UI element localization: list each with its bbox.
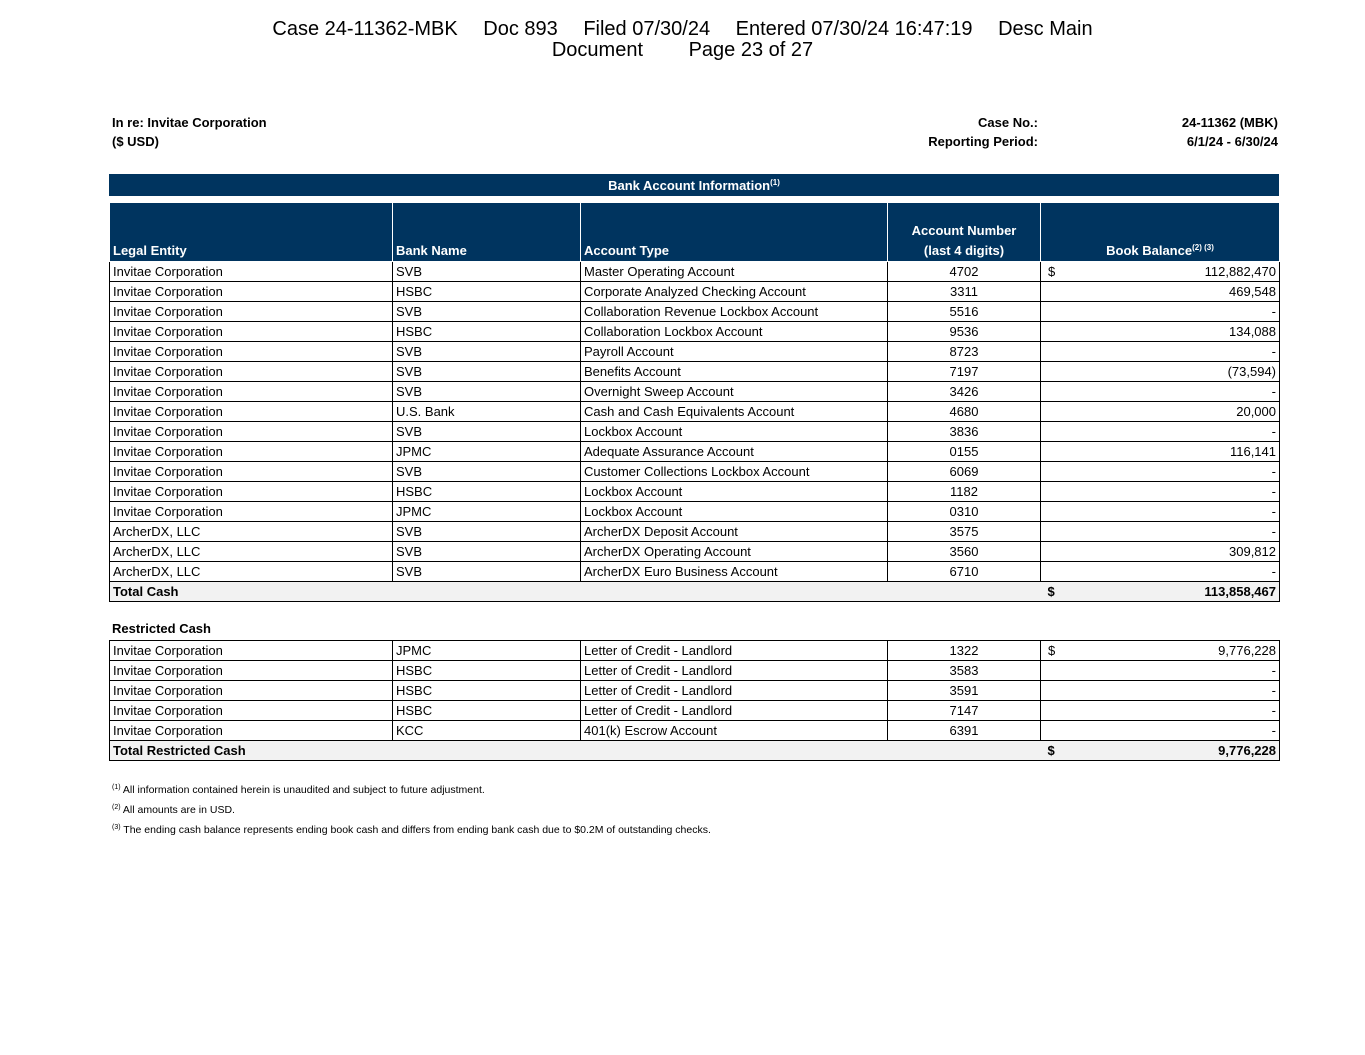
total-restricted-cash-value-cell: [1041, 741, 1280, 761]
case-no-label: Case No.:: [978, 115, 1038, 130]
cell-account-type: Letter of Credit - Landlord: [581, 681, 888, 701]
cell-account-type: Corporate Analyzed Checking Account: [581, 282, 888, 302]
cell-account-number: 3311: [888, 282, 1041, 302]
footnote-3: [112, 820, 711, 840]
cell-book-balance: [1041, 322, 1280, 342]
balance-value: 112,882,470: [1204, 264, 1276, 279]
cell-account-type: Collaboration Revenue Lockbox Account: [581, 302, 888, 322]
table-row: [110, 681, 1280, 701]
cell-book-balance: [1041, 701, 1280, 721]
cell-account-number: 3560: [888, 542, 1041, 562]
cell-account-type: Adequate Assurance Account: [581, 442, 888, 462]
cell-account-type: Collaboration Lockbox Account: [581, 322, 888, 342]
table-row: [110, 302, 1280, 322]
balance-value: 20,000: [1236, 404, 1276, 419]
cell-account-type: Overnight Sweep Account: [581, 382, 888, 402]
restricted-cash-table: [109, 640, 1280, 761]
cell-account-number: 3575: [888, 522, 1041, 542]
desc-main: Desc Main: [998, 18, 1093, 40]
cell-account-type: Payroll Account: [581, 342, 888, 362]
cell-bank-name: U.S. Bank: [393, 402, 581, 422]
banner-title: Bank Account Information: [608, 178, 771, 193]
court-header-line-1: [0, 19, 1365, 40]
restricted-body: [110, 641, 1280, 741]
table-row: [110, 402, 1280, 422]
balance-value: 134,088: [1229, 324, 1276, 339]
table-row: [110, 442, 1280, 462]
cell-legal-entity: Invitae Corporation: [110, 721, 393, 741]
col-book-balance-footnote-ref: (2) (3): [1192, 243, 1214, 252]
cell-bank-name: HSBC: [393, 701, 581, 721]
cell-legal-entity: Invitae Corporation: [110, 322, 393, 342]
balance-value: -: [1271, 464, 1276, 479]
cell-account-number: 6069: [888, 462, 1041, 482]
table-header-row: [110, 203, 1280, 262]
balance-value: -: [1271, 524, 1276, 539]
cell-bank-name: HSBC: [393, 661, 581, 681]
table-row: [110, 641, 1280, 661]
cell-bank-name: SVB: [393, 522, 581, 542]
cell-legal-entity: ArcherDX, LLC: [110, 522, 393, 542]
cell-account-number: 1322: [888, 641, 1041, 661]
table-row: [110, 701, 1280, 721]
balance-value: -: [1271, 344, 1276, 359]
cell-bank-name: SVB: [393, 262, 581, 282]
cell-book-balance: [1041, 542, 1280, 562]
table-row: [110, 661, 1280, 681]
in-re-label: In re: Invitae Corporation: [112, 115, 267, 130]
banner-footnote-ref: (1): [770, 178, 780, 187]
footnote-2: [112, 800, 711, 820]
table-row: [110, 322, 1280, 342]
table-row: [110, 462, 1280, 482]
cell-bank-name: HSBC: [393, 322, 581, 342]
table-row: [110, 382, 1280, 402]
case-no-value: 24-11362 (MBK): [1181, 115, 1278, 130]
cell-book-balance: [1041, 641, 1280, 661]
cell-account-type: ArcherDX Euro Business Account: [581, 562, 888, 582]
cell-legal-entity: Invitae Corporation: [110, 282, 393, 302]
cell-legal-entity: Invitae Corporation: [110, 442, 393, 462]
cell-bank-name: SVB: [393, 302, 581, 322]
cell-account-type: Benefits Account: [581, 362, 888, 382]
table-row: [110, 262, 1280, 282]
balance-value: -: [1271, 304, 1276, 319]
cell-book-balance: [1041, 282, 1280, 302]
total-cash-value: 113,858,467: [1204, 584, 1276, 599]
balance-value: 309,812: [1229, 544, 1276, 559]
meta-row-period: [112, 134, 1278, 153]
currency-label: ($ USD): [112, 134, 159, 149]
cell-account-number: 5516: [888, 302, 1041, 322]
table-row: [110, 502, 1280, 522]
cell-legal-entity: Invitae Corporation: [110, 402, 393, 422]
report-meta: [112, 115, 1278, 153]
cell-account-number: 6391: [888, 721, 1041, 741]
cell-bank-name: KCC: [393, 721, 581, 741]
case-number: Case 24-11362-MBK: [272, 18, 458, 40]
cell-bank-name: HSBC: [393, 282, 581, 302]
footnote-2-marker: (2): [112, 804, 121, 811]
cell-account-type: Lockbox Account: [581, 422, 888, 442]
cell-book-balance: [1041, 681, 1280, 701]
cell-legal-entity: Invitae Corporation: [110, 641, 393, 661]
cell-book-balance: [1041, 262, 1280, 282]
cell-bank-name: SVB: [393, 462, 581, 482]
court-filing-header: [0, 19, 1365, 61]
table-row: [110, 562, 1280, 582]
balance-currency: $: [1048, 264, 1056, 279]
total-cash-value-cell: [1041, 582, 1280, 602]
total-cash-currency: $: [1047, 584, 1055, 599]
total-restricted-cash-row: [110, 741, 1280, 761]
cell-account-number: 9536: [888, 322, 1041, 342]
cell-bank-name: SVB: [393, 382, 581, 402]
balance-value: -: [1271, 703, 1276, 718]
balance-currency: $: [1048, 643, 1056, 658]
col-bank-name: Bank Name: [393, 203, 581, 262]
balance-value: -: [1271, 663, 1276, 678]
balance-value: -: [1271, 484, 1276, 499]
cell-bank-name: JPMC: [393, 442, 581, 462]
footnote-1: [112, 780, 711, 800]
cell-legal-entity: Invitae Corporation: [110, 462, 393, 482]
cell-bank-name: SVB: [393, 542, 581, 562]
cell-legal-entity: Invitae Corporation: [110, 681, 393, 701]
table-row: [110, 522, 1280, 542]
cell-account-type: Master Operating Account: [581, 262, 888, 282]
cell-bank-name: JPMC: [393, 641, 581, 661]
cell-account-number: 7147: [888, 701, 1041, 721]
bank-accounts-table: [109, 202, 1280, 602]
cell-bank-name: HSBC: [393, 482, 581, 502]
balance-value: -: [1271, 564, 1276, 579]
cell-bank-name: SVB: [393, 342, 581, 362]
cell-book-balance: [1041, 482, 1280, 502]
cell-book-balance: [1041, 342, 1280, 362]
footnote-1-text: All information contained herein is unaudited and subject to future adjustment.: [122, 784, 485, 796]
reporting-period-value: 6/1/24 - 6/30/24: [1186, 134, 1278, 149]
cell-legal-entity: Invitae Corporation: [110, 302, 393, 322]
cell-legal-entity: ArcherDX, LLC: [110, 542, 393, 562]
footnote-3-text: The ending cash balance represents ending book cash and differs from ending bank cash due to $0.2M of outstanding checks.: [123, 824, 711, 836]
cell-book-balance: [1041, 462, 1280, 482]
footnotes: [112, 780, 711, 840]
table-row: [110, 542, 1280, 562]
col-account-type: Account Type: [581, 203, 888, 262]
cell-account-number: 3836: [888, 422, 1041, 442]
col-book-balance-label: Book Balance: [1106, 243, 1193, 258]
cell-book-balance: [1041, 362, 1280, 382]
cell-account-type: ArcherDX Operating Account: [581, 542, 888, 562]
col-account-number: [888, 203, 1041, 262]
cell-account-number: 0310: [888, 502, 1041, 522]
table-row: [110, 362, 1280, 382]
cell-account-type: Letter of Credit - Landlord: [581, 701, 888, 721]
table-row: [110, 342, 1280, 362]
restricted-cash-title: Restricted Cash: [112, 621, 211, 636]
cell-account-number: 0155: [888, 442, 1041, 462]
balance-value: -: [1271, 683, 1276, 698]
cell-legal-entity: Invitae Corporation: [110, 422, 393, 442]
court-header-line-2: [0, 40, 1365, 61]
cell-legal-entity: Invitae Corporation: [110, 342, 393, 362]
document-label: Document: [551, 39, 644, 61]
cell-account-type: Lockbox Account: [581, 482, 888, 502]
cell-book-balance: [1041, 302, 1280, 322]
balance-value: 9,776,228: [1218, 643, 1276, 658]
bank-account-info-banner: [109, 174, 1279, 196]
cell-account-type: 401(k) Escrow Account: [581, 721, 888, 741]
cell-account-number: 8723: [888, 342, 1041, 362]
filed-date: Filed 07/30/24: [583, 18, 711, 40]
doc-number: Doc 893: [483, 18, 558, 40]
table-row: [110, 482, 1280, 502]
cell-book-balance: [1041, 442, 1280, 462]
cell-account-number: 4702: [888, 262, 1041, 282]
table-row: [110, 282, 1280, 302]
cell-legal-entity: Invitae Corporation: [110, 262, 393, 282]
total-cash-row: [110, 582, 1280, 602]
cell-account-number: 3426: [888, 382, 1041, 402]
cell-book-balance: [1041, 502, 1280, 522]
cell-book-balance: [1041, 422, 1280, 442]
cell-account-type: Customer Collections Lockbox Account: [581, 462, 888, 482]
footnote-2-text: All amounts are in USD.: [122, 804, 235, 816]
balance-value: -: [1271, 723, 1276, 738]
balance-value: 116,141: [1229, 444, 1276, 459]
cell-account-type: ArcherDX Deposit Account: [581, 522, 888, 542]
cell-legal-entity: Invitae Corporation: [110, 661, 393, 681]
cell-book-balance: [1041, 721, 1280, 741]
meta-row-case: [112, 115, 1278, 134]
cell-account-number: 4680: [888, 402, 1041, 422]
cell-legal-entity: Invitae Corporation: [110, 362, 393, 382]
entered-date: Entered 07/30/24 16:47:19: [735, 18, 973, 40]
cell-legal-entity: Invitae Corporation: [110, 482, 393, 502]
cell-legal-entity: Invitae Corporation: [110, 382, 393, 402]
cell-bank-name: SVB: [393, 422, 581, 442]
cell-book-balance: [1041, 402, 1280, 422]
table-row: [110, 422, 1280, 442]
total-restricted-cash-label: Total Restricted Cash: [110, 741, 1041, 761]
balance-value: (73,594): [1227, 364, 1276, 379]
col-legal-entity: Legal Entity: [110, 203, 393, 262]
cell-legal-entity: Invitae Corporation: [110, 502, 393, 522]
col-book-balance: [1041, 203, 1280, 262]
cell-account-type: Letter of Credit - Landlord: [581, 641, 888, 661]
footnote-3-marker: (3): [112, 824, 121, 831]
accounts-body: [110, 262, 1280, 582]
total-restricted-cash-value: 9,776,228: [1218, 743, 1276, 758]
cell-account-type: Letter of Credit - Landlord: [581, 661, 888, 681]
cell-book-balance: [1041, 522, 1280, 542]
cell-legal-entity: ArcherDX, LLC: [110, 562, 393, 582]
total-cash-label: Total Cash: [110, 582, 1041, 602]
cell-bank-name: SVB: [393, 562, 581, 582]
col-account-number-line-1: Account Number: [911, 223, 1017, 238]
cell-book-balance: [1041, 661, 1280, 681]
cell-account-number: 7197: [888, 362, 1041, 382]
col-account-number-line-2: (last 4 digits): [923, 243, 1005, 258]
cell-legal-entity: Invitae Corporation: [110, 701, 393, 721]
cell-book-balance: [1041, 382, 1280, 402]
cell-account-number: 1182: [888, 482, 1041, 502]
cell-account-number: 3583: [888, 661, 1041, 681]
balance-value: -: [1271, 384, 1276, 399]
table-row: [110, 721, 1280, 741]
cell-book-balance: [1041, 562, 1280, 582]
cell-bank-name: HSBC: [393, 681, 581, 701]
footnote-1-marker: (1): [112, 784, 121, 791]
cell-bank-name: SVB: [393, 362, 581, 382]
total-restricted-cash-currency: $: [1047, 743, 1055, 758]
cell-account-type: Lockbox Account: [581, 502, 888, 522]
cell-bank-name: JPMC: [393, 502, 581, 522]
balance-value: 469,548: [1229, 284, 1276, 299]
cell-account-number: 6710: [888, 562, 1041, 582]
cell-account-number: 3591: [888, 681, 1041, 701]
reporting-period-label: Reporting Period:: [928, 134, 1038, 149]
balance-value: -: [1271, 504, 1276, 519]
page-number: Page 23 of 27: [688, 39, 814, 61]
balance-value: -: [1271, 424, 1276, 439]
cell-account-type: Cash and Cash Equivalents Account: [581, 402, 888, 422]
